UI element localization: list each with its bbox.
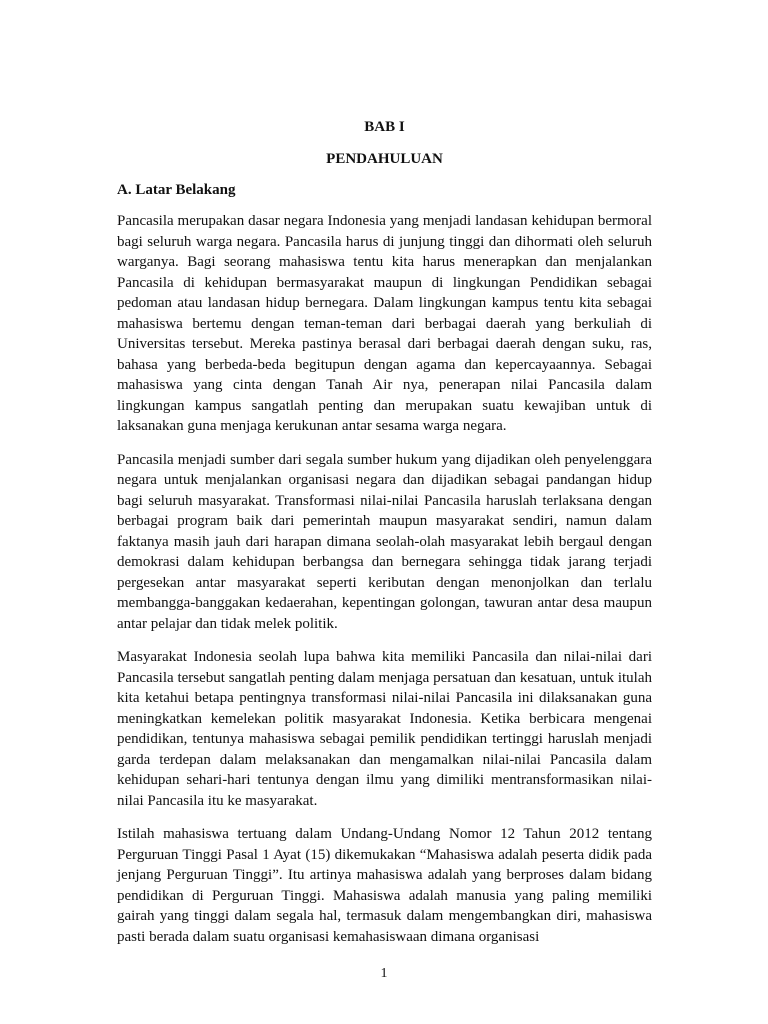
chapter-title: PENDAHULUAN bbox=[326, 151, 443, 167]
chapter-number: BAB I bbox=[364, 119, 405, 135]
paragraph: Masyarakat Indonesia seolah lupa bahwa kita memiliki Pancasila dan nilai-nilai dari Pancasila tersebut sangatlah penting dalam menjaga persatuan dan kesatuan, untuk itulah kita ketahui betapa pentingnya transformasi nilai-nilai Pancasila ini dilaksanakan guna meningkatkan kemelekan politik masyarakat Indonesia. Ketika berbicara mengenai pendidikan, tentunya mahasiswa sebagai pemilik pendidikan tertinggi haruslah menjadi garda terdepan dalam melaksanakan dan mengamalkan nilai-nilai Pancasila dalam kehidupan sehari-hari tentunya dengan ilmu yang dimiliki mentransformasikan nilai-nilai Pancasila itu ke masyarakat. bbox=[117, 649, 652, 809]
page-number: 1 bbox=[380, 966, 388, 981]
section-heading: A. Latar Belakang bbox=[117, 182, 236, 198]
paragraph: Pancasila menjadi sumber dari segala sumber hukum yang dijadikan oleh penyelenggara negara untuk menjalankan organisasi negara dan dijadikan sebagai pandangan hidup bagi seluruh masyarakat. Transformasi nilai-nilai Pancasila haruslah terlaksana dengan berbagai program baik dari pemerintah maupun masyarakat sendiri, namun dalam faktanya masih jauh dari harapan dimana seolah-olah masyarakat lebih bergaul dengan demokrasi dalam kehidupan berbangsa dan bernegara sehingga tidak jarang terjadi pergesekan antar masyarakat seperti keributan dengan menonjolkan dan terlalu membangga-banggakan kedaerahan, kepentingan golongan, tawuran antar desa maupun antar pelajar dan tidak melek politik. bbox=[117, 451, 652, 632]
body-text bbox=[117, 211, 652, 960]
paragraph: Pancasila merupakan dasar negara Indonesia yang menjadi landasan kehidupan bermoral bagi seluruh warga negara. Pancasila harus di junjung tinggi dan dihormati oleh seluruh warganya. Bagi seorang mahasiswa tentu kita harus menerapkan dan menjalankan Pancasila di kehidupan bermasyarakat maupun di lingkungan Pendidikan sebagai pedoman atau landasan hidup bernegara. Dalam lingkungan kampus tentu kita sebagai mahasiswa bertemu dengan teman-teman dari berbagai daerah yang berkuliah di Universitas tersebut. Mereka pastinya berasal dari berbagai daerah dengan suku, ras, bahasa yang berbeda-beda begitupun dengan agama dan kepercayaannya. Sebagai mahasiswa yang cinta dengan Tanah Air nya, penerapan nilai Pancasila dalam lingkungan kampus sangatlah penting dan merupakan suatu kewajiban untuk di laksanakan guna menjaga kerukunan antar sesama warga negara. bbox=[117, 213, 652, 434]
paragraph: Istilah mahasiswa tertuang dalam Undang-Undang Nomor 12 Tahun 2012 tentang Perguruan Tinggi Pasal 1 Ayat (15) dikemukakan “Mahasiswa adalah peserta didik pada jenjang Perguruan Tinggi”. Itu artinya mahasiswa adalah yang berproses dalam bidang pendidikan di Perguruan Tinggi. Mahasiswa adalah manusia yang paling memiliki gairah yang tinggi dalam segala hal, termasuk dalam mengembangkan diri, mahasiswa pasti berada dalam suatu organisasi kemahasiswaan dimana organisasi bbox=[117, 826, 652, 945]
